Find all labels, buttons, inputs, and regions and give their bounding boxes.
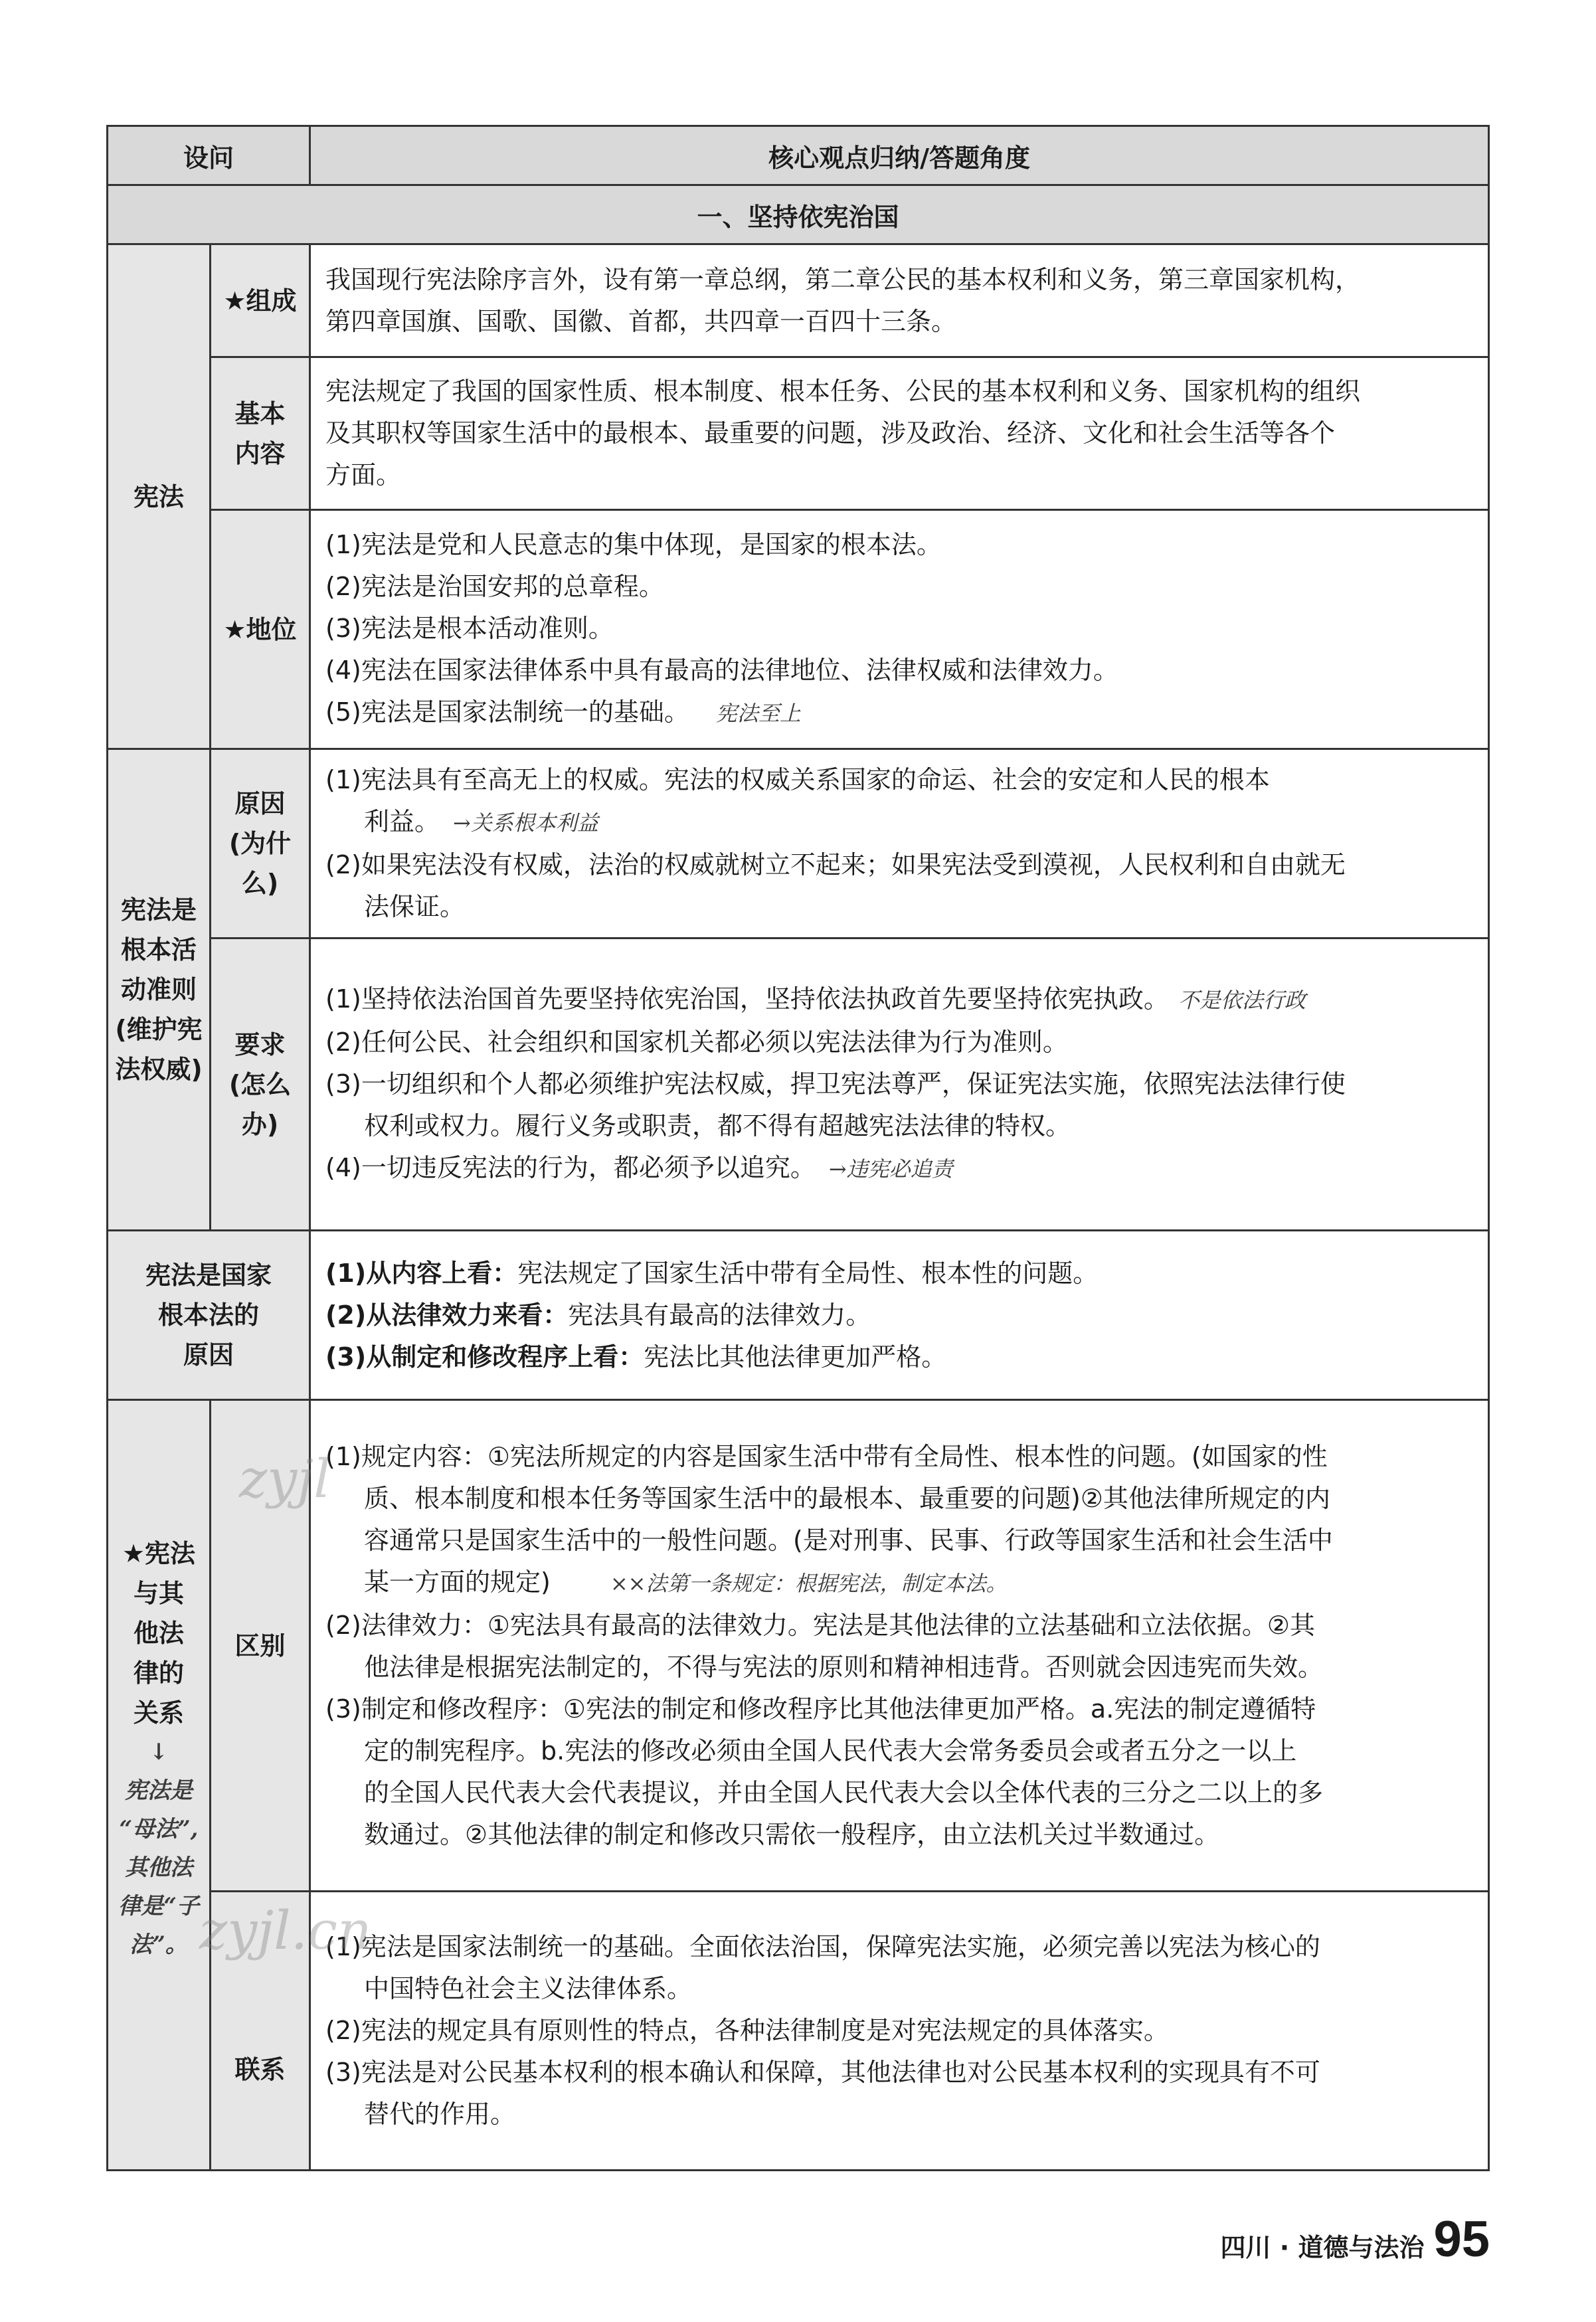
item-head: (1)从内容上看： [325, 1258, 518, 1288]
label-line: 要求 [234, 1029, 286, 1059]
label-zucheng: ★组成 [211, 244, 310, 357]
row-label-guanxi [108, 1400, 211, 2171]
row-label-genbenfa [108, 1231, 310, 1400]
text-line: 替代的作用。 [364, 2099, 516, 2129]
text-line: 权利或权力。履行义务或职责，都不得有超越宪法法律的特权。 [364, 1111, 1071, 1140]
table-row [108, 244, 1489, 357]
label-line: 关系 [133, 1698, 184, 1728]
cell-jiben [310, 357, 1489, 510]
text-line: (3)宪法是对公民基本权利的根本确认和保障，其他法律也对公民基本权利的实现具有不可 [325, 2058, 1320, 2087]
page-number: 95 [1433, 2211, 1490, 2268]
table-row [108, 510, 1489, 749]
text-line: 的全国人民代表大会代表提议，并由全国人民代表大会以全体代表的三分之二以上的多 [364, 1777, 1324, 1807]
section-row [108, 185, 1489, 244]
text-line: 方面。 [325, 460, 402, 490]
text-line: 他法律是根据宪法制定的，不得与宪法的原则和精神相违背。否则就会因违宪而失效。 [364, 1652, 1324, 1682]
list-item-text: (5)宪法是国家法制统一的基础。 [325, 697, 689, 727]
table-header-row [108, 126, 1489, 185]
text-line: 及其职权等国家生活中的最根本、最重要的问题，涉及政治、经济、文化和社会生活等各个 [325, 418, 1336, 448]
row-label-zhunze [108, 749, 211, 1231]
label-yuanyin [211, 749, 310, 938]
label-line: 动准则 [120, 975, 197, 1004]
text-line [325, 1147, 1474, 1190]
handwritten-line: ↓ [149, 1739, 169, 1765]
text: (4)一切违反宪法的行为，都必须予以追究。 [325, 1153, 816, 1182]
text-line: 我国现行宪法除序言外，设有第一章总纲，第二章公民的基本权利和义务，第三章国家机构， [325, 264, 1361, 294]
item-text: 宪法比其他法律更加严格。 [644, 1342, 947, 1372]
text-line: 容通常只是国家生活中的一般性问题。(是对刑事、民事、行政等国家生活和社会生活中 [364, 1525, 1333, 1555]
cell-diwei [310, 510, 1489, 749]
list-item: (4)宪法在国家法律体系中具有最高的法律地位、法律权威和法律效力。 [325, 656, 1118, 685]
watermark: zyjl.cn [199, 1900, 372, 1961]
label-line: 内容 [234, 438, 286, 468]
handwritten-line: 其他法 [125, 1854, 193, 1881]
text-line: (2)宪法的规定具有原则性的特点，各种法律制度是对宪法规定的具体落实。 [325, 2016, 1169, 2045]
page-table-container [106, 125, 1488, 2205]
text-line: (2)如果宪法没有权威，法治的权威就树立不起来；如果宪法受到漠视，人民权利和自由就无 [325, 850, 1346, 879]
text-line: (1)宪法具有至高无上的权威。宪法的权威关系国家的命运、社会的安定和人民的根本 [325, 765, 1270, 794]
cell-genbenfa [310, 1231, 1489, 1400]
cell-zucheng [310, 244, 1489, 357]
item-head: (2)从法律效力来看： [325, 1300, 569, 1330]
label-lianxi: 联系 [211, 1892, 310, 2171]
handwritten-note: →违宪必追责 [828, 1156, 953, 1182]
handwritten-line: 宪法是 [125, 1777, 193, 1804]
handwritten-line: “母法”, [119, 1816, 199, 1842]
label-line: (为什么) [228, 829, 292, 898]
text-line: 数通过。②其他法律的制定和修改只需依一般程序，由立法机关过半数通过。 [364, 1819, 1220, 1849]
header-question: 设问 [108, 126, 310, 185]
label-diwei: ★地位 [211, 510, 310, 749]
label-line: 他法 [133, 1619, 184, 1648]
text-line: (3)制定和修改程序：①宪法的制定和修改程序比其他法律更加严格。a.宪法的制定遵循特 [325, 1694, 1316, 1724]
handwritten-line: 律是“子 [118, 1893, 199, 1920]
label-line: 根本活 [120, 935, 197, 964]
list-item [325, 1336, 1474, 1378]
page-footer [1221, 2210, 1490, 2268]
list-item [325, 1253, 1474, 1295]
text-line: 第四章国旗、国歌、国徽、首都，共四章一百四十三条。 [325, 306, 957, 336]
text-line: 中国特色社会主义法律体系。 [364, 1974, 693, 2003]
list-item [325, 691, 1474, 735]
handwritten-note: 宪法至上 [715, 701, 801, 726]
item-text: 宪法具有最高的法律效力。 [568, 1300, 871, 1330]
table-row [108, 357, 1489, 510]
table-row [108, 938, 1489, 1231]
label-line: (维护宪 [115, 1015, 203, 1044]
label-line: 法权威) [115, 1055, 203, 1084]
handwritten-note: ××法第一条规定：根据宪法，制定本法。 [610, 1570, 1008, 1596]
content-table [106, 125, 1490, 2171]
cell-lianxi [310, 1892, 1489, 2171]
label-line: (怎么办) [228, 1069, 292, 1139]
list-item [325, 1295, 1474, 1336]
footer-region: 四川 · 道德与法治 [1220, 2233, 1425, 2262]
text: (1)坚持依法治国首先要坚持依宪治国，坚持依法执政首先要坚持依宪执政。 [325, 984, 1169, 1014]
handwritten-line: 法”。 [130, 1931, 188, 1958]
handwritten-column-note [108, 1733, 209, 1964]
cell-yaoqiu [310, 938, 1489, 1231]
label-qubie: 区别 [211, 1400, 310, 1892]
text-line: 质、根本制度和根本任务等国家生活中的最根本、最重要的问题)②其他法律所规定的内 [364, 1483, 1330, 1513]
label-line: 基本 [234, 399, 286, 428]
list-item: (2)宪法是治国安邦的总章程。 [325, 572, 664, 601]
item-text: 宪法规定了国家生活中带有全局性、根本性的问题。 [517, 1258, 1099, 1288]
text-line [325, 1562, 1474, 1605]
handwritten-note: 不是依法行政 [1178, 988, 1306, 1013]
text-line: 法保证。 [364, 892, 466, 921]
text-line: (3)一切组织和个人都必须维护宪法权威，捍卫宪法尊严，保证宪法实施，依照宪法法律行使 [325, 1069, 1346, 1099]
text: 利益。 [364, 807, 440, 836]
text-line: (1)宪法是国家法制统一的基础。全面依法治国，保障宪法实施，必须完善以宪法为核心的 [325, 1932, 1320, 1961]
text-line: (1)规定内容：①宪法所规定的内容是国家生活中带有全局性、根本性的问题。(如国家的性 [325, 1441, 1328, 1471]
text-line: (2)法律效力：①宪法具有最高的法律效力。宪法是其他法律的立法基础和立法依据。②其 [325, 1610, 1315, 1640]
label-line: 律的 [133, 1658, 184, 1688]
label-line: 根本法的 [158, 1300, 260, 1330]
text-line [325, 978, 1474, 1022]
text: 某一方面的规定) [364, 1567, 551, 1597]
label-line: 宪法是国家 [145, 1261, 272, 1290]
label-line: 原因 [234, 789, 286, 818]
label-jiben [211, 357, 310, 510]
cell-qubie [310, 1400, 1489, 1892]
label-line: 与其 [133, 1579, 184, 1608]
watermark: zyjl [239, 1448, 331, 1510]
label-line: ★宪法 [122, 1539, 196, 1568]
header-core-points: 核心观点归纳/答题角度 [310, 126, 1489, 185]
item-head: (3)从制定和修改程序上看： [325, 1342, 644, 1372]
handwritten-note: →关系根本利益 [453, 810, 598, 836]
label-yaoqiu [211, 938, 310, 1231]
text-line [325, 801, 1474, 844]
table-row [108, 1231, 1489, 1400]
row-label-xianfa: 宪法 [108, 244, 211, 749]
text-line: 宪法规定了我国的国家性质、根本制度、根本任务、公民的基本权利和义务、国家机构的组织 [325, 377, 1361, 406]
label-line: 宪法是 [120, 895, 197, 925]
section-title: 一、坚持依宪治国 [108, 185, 1489, 244]
label-line: 原因 [183, 1340, 234, 1370]
text-line: 定的制宪程序。b.宪法的修改必须由全国人民代表大会常务委员会或者五分之一以上 [364, 1736, 1297, 1765]
list-item: (3)宪法是根本活动准则。 [325, 614, 614, 643]
table-row [108, 749, 1489, 938]
cell-yuanyin [310, 749, 1489, 938]
text-line: (2)任何公民、社会组织和国家机关都必须以宪法法律为行为准则。 [325, 1027, 1068, 1057]
list-item: (1)宪法是党和人民意志的集中体现，是国家的根本法。 [325, 530, 942, 559]
